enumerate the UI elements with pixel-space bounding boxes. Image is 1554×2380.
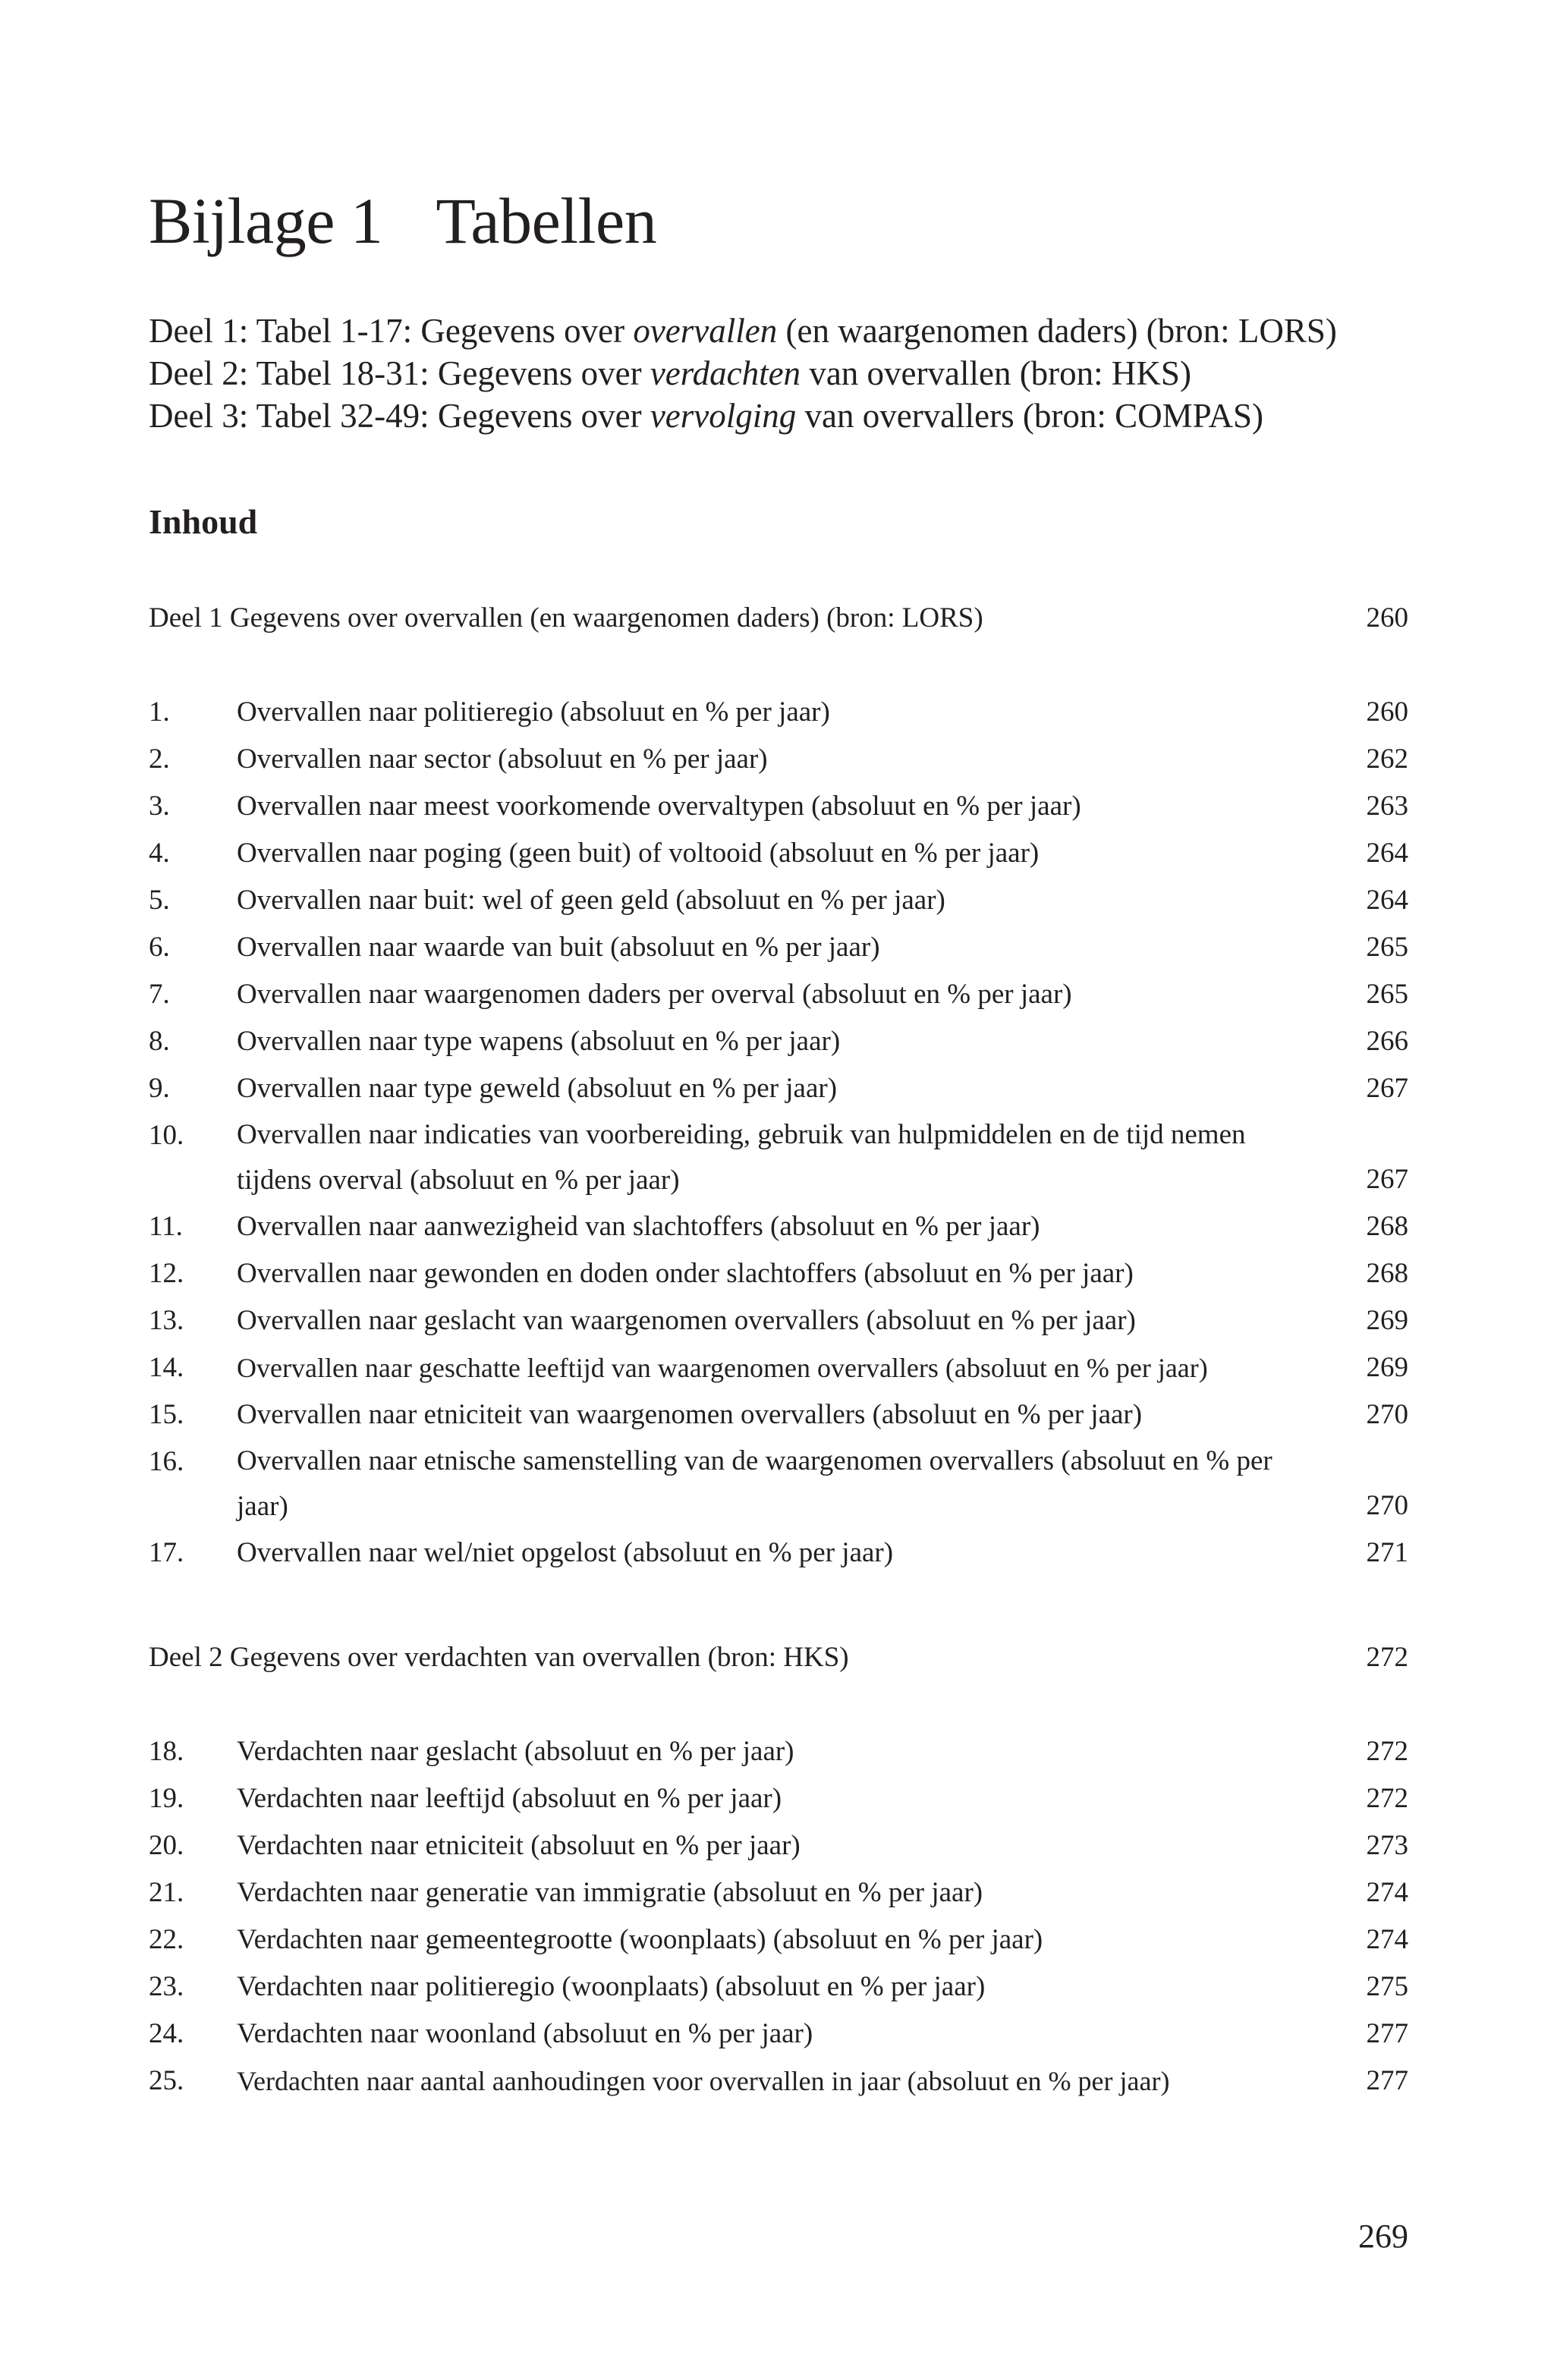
entry-number: 6. <box>149 932 170 963</box>
entry-title: Verdachten naar gemeentegrootte (woonplaats) (absoluut en % per jaar) <box>237 1924 1043 1955</box>
intro-line-part-3: Deel 3: Tabel 32-49: Gegevens over vervolging van overvallers (bron: COMPAS) <box>149 397 1264 435</box>
entry-number: 12. <box>149 1258 184 1289</box>
entry-title: Overvallen naar buit: wel of geen geld (absoluut en % per jaar) <box>237 885 945 916</box>
page-folio: 269 <box>1358 2218 1408 2255</box>
page-number: 273 <box>1366 1830 1408 1861</box>
entry-title: Overvallen naar politieregio (absoluut en % per jaar) <box>237 696 830 728</box>
entry-title: Overvallen naar etnische samenstelling van de waargenomen overvallers (absoluut en % per jaar) <box>237 1445 1272 1522</box>
toc-entry[interactable] <box>149 924 1408 971</box>
page-number: 274 <box>1366 1877 1408 1908</box>
page-number: 277 <box>1366 2065 1408 2096</box>
toc-entry[interactable] <box>149 783 1408 830</box>
entry-number: 8. <box>149 1026 170 1057</box>
page-number: 263 <box>1366 791 1408 822</box>
chapter-title <box>149 184 657 257</box>
intro-line-part-1: Deel 1: Tabel 1-17: Gegevens over overvallen (en waargenomen daders) (bron: LORS) <box>149 312 1337 350</box>
intro-block <box>149 310 1408 437</box>
page-number: 271 <box>1366 1537 1408 1568</box>
entry-title: Overvallen naar type wapens (absoluut en % per jaar) <box>237 1026 841 1057</box>
page-number: 272 <box>1366 1642 1408 1673</box>
entry-title: Verdachten naar etniciteit (absoluut en % per jaar) <box>237 1830 801 1861</box>
entry-number: 9. <box>149 1073 170 1104</box>
page-number: 260 <box>1366 602 1408 634</box>
entry-title: Overvallen naar geschatte leeftijd van waargenomen overvallers (absoluut en % per jaar) <box>237 1353 1208 1383</box>
toc-entry[interactable] <box>149 1065 1408 1112</box>
toc-section-heading[interactable]: Deel 2 Gegevens over verdachten van overvallen (bron: HKS) 272 <box>149 1634 1408 1681</box>
toc-entry[interactable] <box>149 1916 1408 1963</box>
entry-title: Verdachten naar geslacht (absoluut en % per jaar) <box>237 1736 794 1767</box>
toc-entry[interactable] <box>149 1018 1408 1065</box>
entry-title: Overvallen naar waargenomen daders per overval (absoluut en % per jaar) <box>237 979 1072 1010</box>
page-number: 272 <box>1366 1783 1408 1814</box>
entry-title: Overvallen naar indicaties van voorbereiding, gebruik van hulpmiddelen en de tijd nemen tijdens overval (absoluut en % per jaar) <box>237 1119 1246 1196</box>
page-number: 270 <box>1366 1399 1408 1430</box>
entry-number: 15. <box>149 1399 184 1430</box>
page-number: 272 <box>1366 1736 1408 1767</box>
entry-number: 17. <box>149 1537 184 1568</box>
entry-number: 21. <box>149 1877 184 1908</box>
toc-entry[interactable] <box>149 1297 1408 1344</box>
entry-title: Overvallen naar meest voorkomende overvaltypen (absoluut en % per jaar) <box>237 791 1081 822</box>
entry-number: 5. <box>149 885 170 916</box>
entry-title: Overvallen naar gewonden en doden onder slachtoffers (absoluut en % per jaar) <box>237 1258 1134 1289</box>
entry-number: 16. <box>149 1446 184 1477</box>
entry-number: 25. <box>149 2065 184 2096</box>
entry-title: Overvallen naar aanwezigheid van slachtoffers (absoluut en % per jaar) <box>237 1211 1040 1242</box>
page-number: 267 <box>1366 1164 1408 1195</box>
page-number: 268 <box>1366 1258 1408 1289</box>
toc-entry[interactable] <box>149 1250 1408 1297</box>
toc-entry[interactable] <box>149 1775 1408 1822</box>
toc-entry[interactable] <box>149 1438 1408 1530</box>
toc-entry[interactable] <box>149 1391 1408 1438</box>
page-number: 267 <box>1366 1073 1408 1104</box>
entry-number: 2. <box>149 744 170 775</box>
page-number: 266 <box>1366 1026 1408 1057</box>
entry-title: Overvallen naar waarde van buit (absoluut en % per jaar) <box>237 932 880 963</box>
toc-section-heading[interactable]: Deel 1 Gegevens over overvallen (en waargenomen daders) (bron: LORS) 260 <box>149 595 1408 642</box>
page-number: 260 <box>1366 696 1408 728</box>
page-number: 268 <box>1366 1211 1408 1242</box>
entry-number: 14. <box>149 1352 184 1383</box>
entry-number: 3. <box>149 791 170 822</box>
toc-entry[interactable] <box>149 1112 1408 1203</box>
document-page <box>149 0 1408 2380</box>
toc-entry[interactable] <box>149 1530 1408 1577</box>
toc-entry[interactable] <box>149 1728 1408 1775</box>
toc-entry[interactable] <box>149 1963 1408 2011</box>
chapter-name: Tabellen <box>436 184 657 257</box>
toc-entry[interactable] <box>149 971 1408 1018</box>
entry-title: Verdachten naar generatie van immigratie (absoluut en % per jaar) <box>237 1877 983 1908</box>
page-number: 270 <box>1366 1490 1408 1521</box>
page-number: 274 <box>1366 1924 1408 1955</box>
entry-title: Overvallen naar type geweld (absoluut en % per jaar) <box>237 1073 838 1104</box>
entry-title: Overvallen naar geslacht van waargenomen overvallers (absoluut en % per jaar) <box>237 1305 1136 1336</box>
entry-number: 18. <box>149 1736 184 1767</box>
entry-number: 4. <box>149 838 170 869</box>
toc-part-2 <box>149 1634 1408 2105</box>
entry-number: 10. <box>149 1120 184 1151</box>
entry-number: 23. <box>149 1971 184 2002</box>
chapter-label: Bijlage 1 <box>149 184 383 257</box>
entry-title: Overvallen naar wel/niet opgelost (absoluut en % per jaar) <box>237 1537 894 1568</box>
page-number: 265 <box>1366 979 1408 1010</box>
toc-entry[interactable] <box>149 830 1408 877</box>
toc-entry[interactable] <box>149 736 1408 783</box>
toc-entry[interactable] <box>149 2058 1408 2105</box>
toc-entry[interactable] <box>149 1869 1408 1916</box>
entry-number: 13. <box>149 1305 184 1336</box>
page-number: 264 <box>1366 885 1408 916</box>
intro-line-part-2: Deel 2: Tabel 18-31: Gegevens over verdachten van overvallen (bron: HKS) <box>149 354 1191 392</box>
toc-entry[interactable] <box>149 1822 1408 1869</box>
toc-entry[interactable] <box>149 1344 1408 1391</box>
page-number: 262 <box>1366 744 1408 775</box>
toc-part-1 <box>149 595 1408 1577</box>
entry-number: 20. <box>149 1830 184 1861</box>
entry-number: 11. <box>149 1211 183 1242</box>
page-number: 275 <box>1366 1971 1408 2002</box>
contents-heading: Inhoud <box>149 502 258 541</box>
page-number: 277 <box>1366 2018 1408 2049</box>
page-number: 265 <box>1366 932 1408 963</box>
toc-entry[interactable] <box>149 2011 1408 2058</box>
entry-number: 24. <box>149 2018 184 2049</box>
entry-title: Verdachten naar aantal aanhoudingen voor overvallen in jaar (absoluut en % per jaar) <box>237 2066 1170 2096</box>
entry-title: Overvallen naar etniciteit van waargenomen overvallers (absoluut en % per jaar) <box>237 1399 1143 1430</box>
page-number: 269 <box>1366 1352 1408 1383</box>
entry-title: Verdachten naar politieregio (woonplaats) (absoluut en % per jaar) <box>237 1971 986 2002</box>
toc-entry[interactable] <box>149 1203 1408 1250</box>
entry-number: 1. <box>149 696 170 728</box>
entry-title: Overvallen naar poging (geen buit) of voltooid (absoluut en % per jaar) <box>237 838 1040 869</box>
entry-number: 19. <box>149 1783 184 1814</box>
toc-entry[interactable] <box>149 877 1408 924</box>
entry-title: Verdachten naar leeftijd (absoluut en % per jaar) <box>237 1783 782 1814</box>
entry-number: 22. <box>149 1924 184 1955</box>
entry-number: 7. <box>149 979 170 1010</box>
toc-entry[interactable] <box>149 689 1408 736</box>
page-number: 264 <box>1366 838 1408 869</box>
entry-title: Verdachten naar woonland (absoluut en % per jaar) <box>237 2018 813 2049</box>
page-number: 269 <box>1366 1305 1408 1336</box>
entry-title: Overvallen naar sector (absoluut en % per jaar) <box>237 744 768 775</box>
